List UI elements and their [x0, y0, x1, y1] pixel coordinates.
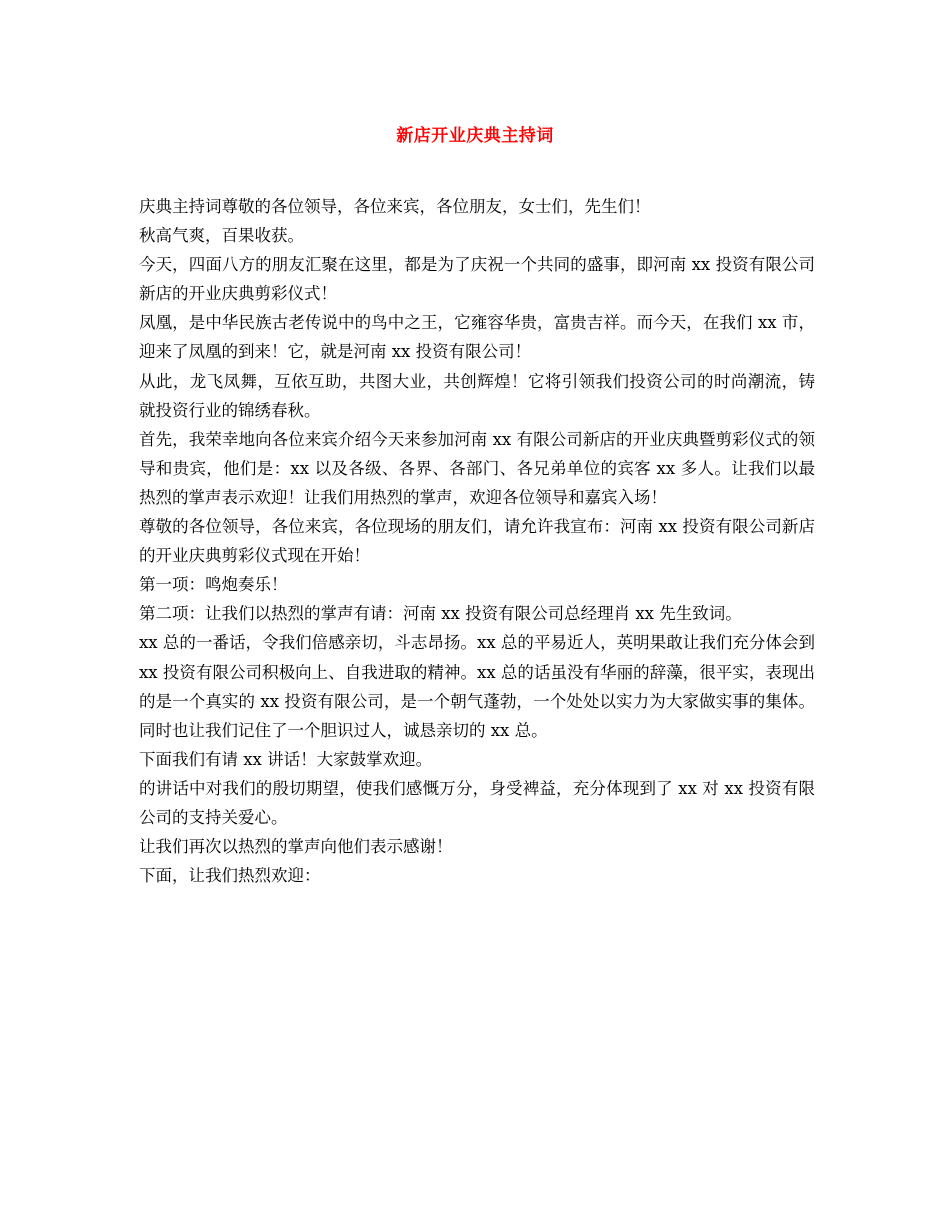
paragraph-2: 秋高气爽，百果收获。 — [139, 226, 304, 246]
paragraph-7: 尊敬的各位领导，各位来宾，各位现场的朋友们，请允许我宣布：河南 xx 投资有限公司新店的开业庆典剪彩仪式现在开始！ — [139, 517, 815, 566]
paragraph-6: 首先，我荣幸地向各位来宾介绍今天来参加河南 xx 有限公司新店的开业庆典暨剪彩仪式的领导和贵宾，他们是：xx 以及各级、各界、各部门、各兄弟单位的宾客 xx 多人。让我们以最热烈的掌声表示欢迎！让我们用热烈的掌声，欢迎各位领导和嘉宾入场！ — [139, 429, 815, 507]
document-title: 新店开业庆典主持词 — [396, 126, 554, 146]
paragraph-3: 今天，四面八方的朋友汇聚在这里，都是为了庆祝一个共同的盛事，即河南 xx 投资有限公司新店的开业庆典剪彩仪式！ — [139, 255, 815, 304]
paragraph-13: 让我们再次以热烈的掌声向他们表示感谢！ — [139, 837, 453, 857]
paragraph-8: 第一项：鸣炮奏乐！ — [139, 575, 288, 595]
paragraph-12: 的讲话中对我们的殷切期望，使我们感慨万分，身受裨益，充分体现到了 xx 对 xx 投资有限公司的支持关爱心。 — [139, 778, 815, 827]
paragraph-11: 下面我们有请 xx 讲话！大家鼓掌欢迎。 — [139, 749, 433, 769]
paragraph-5: 从此，龙飞凤舞，互依互助，共图大业，共创辉煌！它将引领我们投资公司的时尚潮流，铸就投资行业的锦绣春秋。 — [139, 371, 815, 420]
paragraph-10: xx 总的一番话，令我们倍感亲切，斗志昂扬。xx 总的平易近人，英明果敢让我们充分体会到 xx 投资有限公司积极向上、自我进取的精神。xx 总的话虽没有华丽的辞藻，很平实，表现出的是一个真实的 xx 投资有限公司，是一个朝气蓬勃，一个处处以实力为大家做实事的集体。同时也让我们记住了一个胆识过人，诚恳亲切的 xx 总。 — [139, 633, 815, 740]
paragraph-14: 下面，让我们热烈欢迎： — [139, 866, 321, 886]
paragraph-4: 凤凰，是中华民族古老传说中的鸟中之王，它雍容华贵，富贵吉祥。而今天，在我们 xx 市，迎来了凤凰的到来！它，就是河南 xx 投资有限公司！ — [139, 313, 815, 362]
paragraph-1: 庆典主持词尊敬的各位领导，各位来宾，各位朋友，女士们，先生们！ — [139, 197, 651, 216]
paragraph-9: 第二项：让我们以热烈的掌声有请：河南 xx 投资有限公司总经理肖 xx 先生致词。 — [139, 604, 742, 624]
document-body — [139, 192, 815, 890]
